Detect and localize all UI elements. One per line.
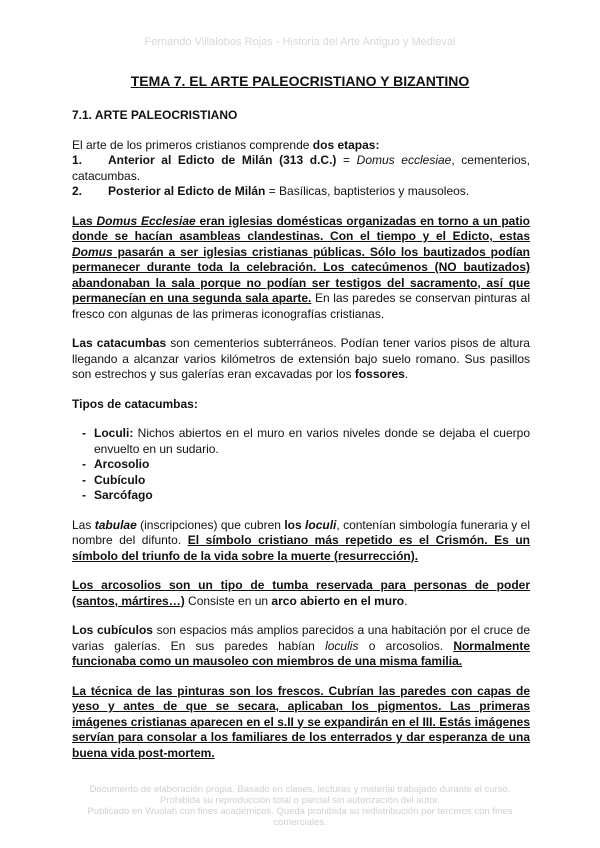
loculi-label: Loculi: — [94, 426, 134, 440]
stage-1-eq: = — [336, 153, 357, 167]
cubiculos-t4: o arcosolios. — [358, 638, 454, 653]
arcosolios-t4: . — [404, 593, 408, 608]
arcosolios-t1: Los arcosolios son un tipo de tumba reservada para personas de poder (santos, mártires…) — [72, 578, 530, 608]
stage-1-italic: Domus ecclesiae — [356, 153, 452, 167]
stage-2-number: 2. — [72, 184, 83, 198]
document-title: TEMA 7. EL ARTE PALEOCRISTIANO Y BIZANTINO — [130, 73, 470, 89]
catacumbas-t3: fossores — [354, 367, 405, 381]
list-item-loculi — [72, 426, 530, 457]
stage-2-rest: = Basílicas, baptisterios y mausoleos. — [265, 184, 470, 198]
catacumbas-t4: . — [404, 367, 409, 381]
dash-4: - — [82, 488, 86, 502]
list-item-arcosolio — [72, 457, 530, 473]
cubiculos-paragraph — [72, 623, 530, 670]
stage-1-number: 1. — [72, 153, 83, 167]
tipos-title: Tipos de catacumbas: — [72, 396, 198, 411]
document-body — [72, 108, 530, 761]
tabulae-t6: , contenían simbología funeraria y el nombre del difunto. — [72, 517, 531, 547]
list-item-sarcofago — [72, 488, 530, 504]
dash-2: - — [82, 457, 86, 471]
catacumbas-t2: son cementerios subterráneos. Podían tener varios pisos de altura llegando a alcanzar varios kilómetros de extensión bajo suelo romano. Sus pasillos son estrechos y sus galerías eran excavadas por los — [72, 336, 530, 381]
arcosolios-t2: Consiste en un — [184, 593, 272, 608]
cubiculos-t1: Los cubículos — [72, 623, 153, 637]
stage-1 — [72, 153, 530, 184]
dash-3: - — [82, 472, 86, 487]
intro-bold: dos etapas: — [312, 137, 380, 152]
cubiculos-t5: Normalmente funcionaba como un mausoleo con miembros de una misma familia. — [72, 638, 530, 668]
loculi-text: Nichos abiertos en el muro en varios niveles donde se dejaba el cuerpo envuelto en un sudario. — [94, 426, 530, 456]
arcosolios-paragraph — [72, 578, 530, 609]
cubiculo-label: Cubículo — [94, 472, 146, 487]
stage-2 — [72, 184, 530, 200]
domus-t2: Domus Ecclesiae — [96, 213, 196, 228]
tabulae-t2: tabulae — [94, 517, 137, 532]
sarcofago-label: Sarcófago — [94, 488, 153, 502]
list-item-cubiculo — [72, 473, 530, 489]
domus-t3: eran iglesias domésticas organizadas en torno a un patio donde se hacían asambleas clandestinas. Con el tiempo y el Edicto, estas — [72, 213, 531, 243]
arcosolios-t3: arco abierto en el muro — [271, 593, 405, 608]
tecnica-paragraph: La técnica de las pinturas son los frescos. Cubrían las paredes con capas de yeso y antes de que se secara, aplicaban los pigmentos. Las primeras imágenes cristianas aparecen en el s.II y se expandirán en el III. Estás imágenes servían para consolar a los familiares de los enterrados y dar esperanza de una buena vida post-mortem. — [72, 683, 530, 760]
stage-1-rest: , cementerios, catacumbas. — [72, 153, 530, 183]
footer-line-3: Publicado en Wuolah con fines académicos. Queda prohibida su redistribución por terceros con fines comerciales. — [87, 806, 513, 828]
dash-1: - — [82, 426, 86, 440]
section-title: 7.1. ARTE PALEOCRISTIANO — [72, 108, 238, 122]
cubiculos-t3: loculis — [325, 638, 359, 653]
intro-text: El arte de los primeros cristianos comprende — [72, 137, 313, 152]
intro-paragraph — [72, 138, 530, 154]
page-header: Fernando Villalobos Rojas - Historia del Arte Antiguo y Medieval — [144, 36, 456, 48]
tabulae-t3: (inscripciones) que cubren — [136, 517, 285, 532]
footer-line-1: Documento de elaboración propia. Basado en clases, lecturas y material trabajado durante el curso. — [89, 784, 511, 795]
domus-t6: En las paredes se conservan pinturas al fresco con algunas de las primeras iconografías cristianas. — [72, 291, 530, 321]
footer-line-2: Prohibida su reproducción total o parcial sin autorización del autor. — [160, 795, 440, 806]
tabulae-t4: los — [284, 517, 306, 532]
stage-2-label: Posterior al Edicto de Milán — [108, 184, 266, 198]
tabulae-paragraph — [72, 518, 530, 565]
domus-t4: Domus — [72, 244, 113, 259]
stage-1-label: Anterior al Edicto de Milán (313 d.C.) — [108, 153, 337, 167]
tabulae-t1: Las — [72, 517, 95, 532]
domus-t5: pasarán a ser iglesias cristianas públicas. Sólo los bautizados podían permanecer durante toda la celebración. Los catecúmenos (NO bautizados) abandonaban la sala porque no podían ser testigos del sacramento, así que permanecían en una segunda sala aparte. — [72, 244, 530, 305]
catacumbas-paragraph — [72, 336, 530, 383]
domus-t1: Las — [72, 213, 97, 228]
cubiculos-t2: son espacios más amplios parecidos a una habitación por el cruce de varias galerías. En sus paredes habían — [72, 623, 530, 653]
tipos-list — [72, 426, 530, 504]
catacumbas-t1: Las catacumbas — [72, 336, 167, 350]
tabulae-t7: El símbolo cristiano más repetido es el Crismón. Es un símbolo del triunfo de la vida sobre la muerte (resurrección). — [72, 533, 530, 563]
domus-paragraph — [72, 214, 530, 323]
arcosolio-label: Arcosolio — [94, 457, 150, 471]
page-footer — [60, 784, 540, 828]
tabulae-t5: loculi — [305, 517, 337, 532]
